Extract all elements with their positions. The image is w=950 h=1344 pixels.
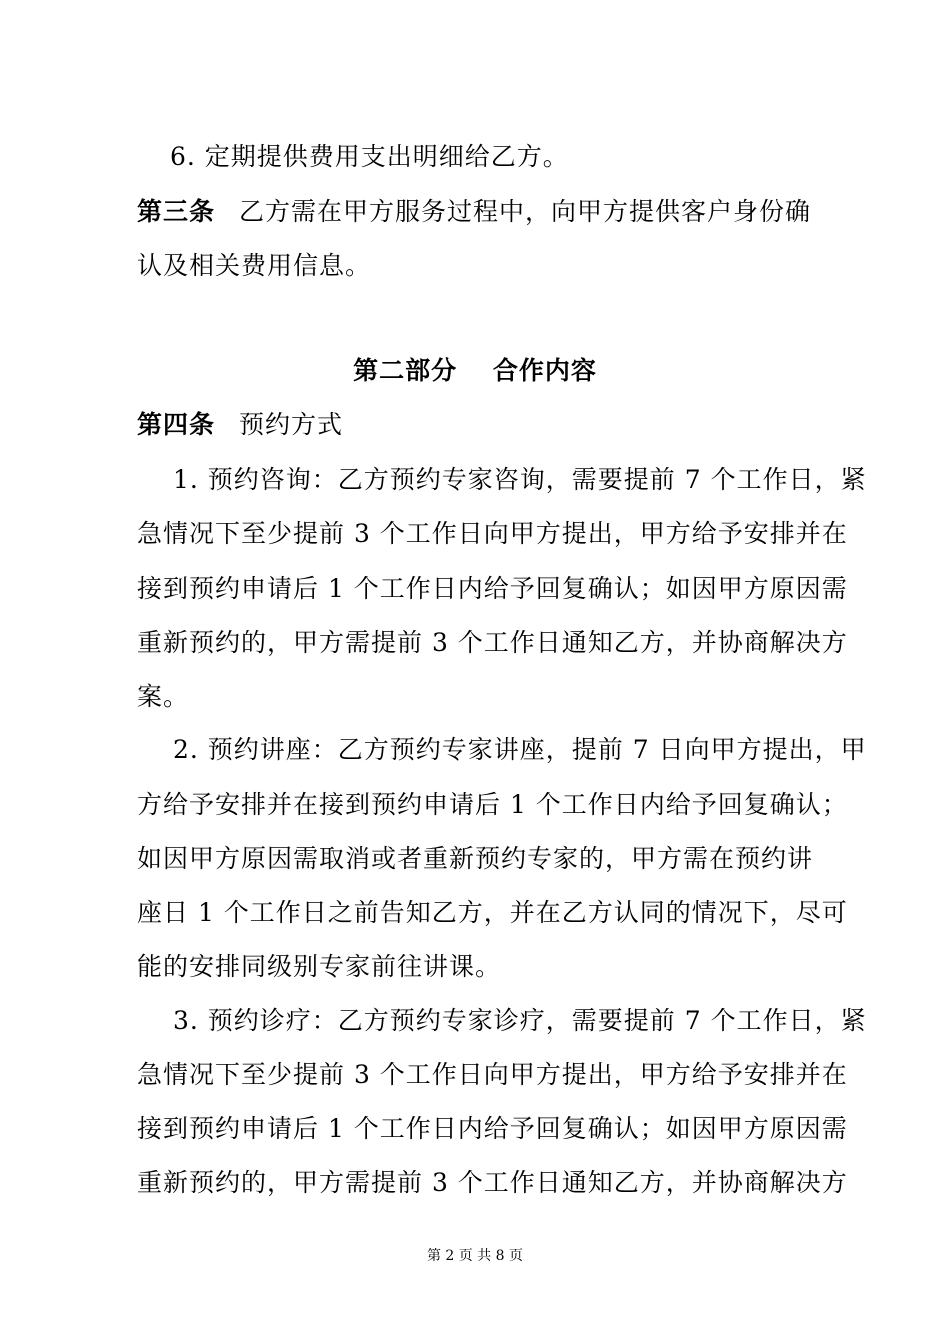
paragraph-1-line-1: 1. 预约咨询：乙方预约专家咨询，需要提前 7 个工作日，紧	[173, 465, 867, 494]
article-3-line-1	[137, 195, 811, 229]
paragraph-3-line-3: 接到预约申请后 1 个工作日内给予回复确认；如因甲方原因需	[137, 1114, 848, 1143]
paragraph-2-line-4: 座日 1 个工作日之前告知乙方，并在乙方认同的情况下，尽可	[137, 898, 848, 927]
paragraph-1-line-2: 急情况下至少提前 3 个工作日向甲方提出，甲方给予安排并在	[137, 519, 848, 548]
paragraph-1-line-5: 案。	[137, 682, 190, 711]
paragraph-3-line-4: 重新预约的，甲方需提前 3 个工作日通知乙方，并协商解决方	[137, 1168, 848, 1197]
paragraph-2-line-2: 方给予安排并在接到预约申请后 1 个工作日内给予回复确认；	[137, 790, 848, 819]
article-3-text: 乙方需在甲方服务过程中，向甲方提供客户身份确	[239, 197, 812, 226]
paragraph-1-line-3: 接到预约申请后 1 个工作日内给予回复确认；如因甲方原因需	[137, 574, 848, 603]
paragraph-3-line-2: 急情况下至少提前 3 个工作日向甲方提出，甲方给予安排并在	[137, 1060, 848, 1089]
paragraph-2-line-1: 2. 预约讲座：乙方预约专家讲座，提前 7 日向甲方提出，甲	[173, 735, 867, 764]
paragraph-3-line-1: 3. 预约诊疗：乙方预约专家诊疗，需要提前 7 个工作日，紧	[173, 1006, 867, 1035]
list-item-6: 6. 定期提供费用支出明细给乙方。	[170, 142, 569, 171]
paragraph-1-line-4: 重新预约的，甲方需提前 3 个工作日通知乙方，并协商解决方	[137, 628, 848, 657]
article-3-line-2: 认及相关费用信息。	[137, 251, 372, 280]
paragraph-2-line-3: 如因甲方原因需取消或者重新预约专家的，甲方需在预约讲	[137, 844, 814, 873]
section-heading-part-2: 第二部分 合作内容	[353, 356, 597, 385]
article-3-label: 第三条	[137, 197, 216, 226]
article-4-heading	[137, 408, 343, 442]
article-4-label: 第四条	[137, 410, 216, 439]
article-4-title: 预约方式	[239, 410, 344, 439]
paragraph-2-line-5: 能的安排同级别专家前往讲课。	[137, 952, 502, 981]
page-footer: 第 2 页 共 8 页	[426, 1248, 524, 1264]
